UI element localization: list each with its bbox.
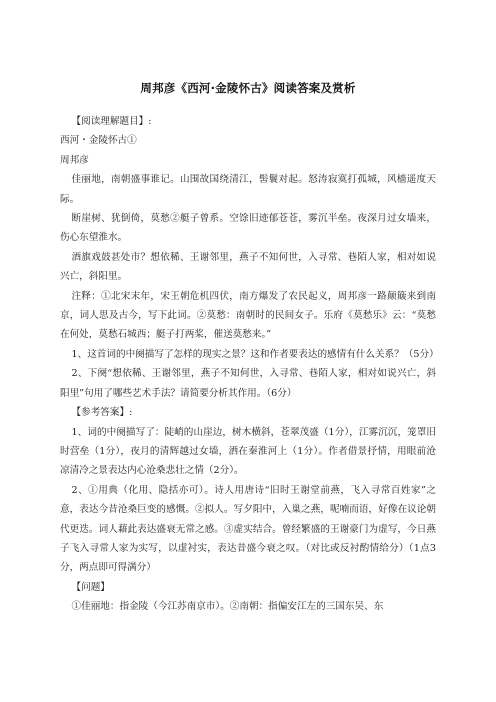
paragraph: 注释：①北宋末年，宋王朝危机四伏，南方爆发了农民起义，周邦彦一路颠簸来到南京，词人思及古今，写下此词。②莫愁：南朝时的民间女子。乐府《莫愁乐》云：“莫愁在何处，莫愁石城西；艇子打两桨，催送莫愁来。” [60, 290, 436, 341]
paragraph: 1、这首词的中阕描写了怎样的现实之景？这和作者要表达的感情有什么关系？（5分） [71, 348, 439, 360]
paragraph: 断崖树、犹倒倚，莫愁②艇子曾系。空馀旧迹郁苍苍，雾沉半垒。夜深月过女墙来，伤心东望淮水。 [60, 213, 436, 244]
paragraph: 【阅读理解题目】: [71, 116, 152, 127]
paragraph: 2、下阕“想依稀、王谢邻里，燕子不知何世，入寻常、巷陌人家，相对如说兴亡，斜阳里”句用了哪些艺术手法？请简要分析其作用。（6分） [60, 368, 436, 399]
paragraph: 西河・金陵怀古① [60, 135, 137, 147]
document-title: 周邦彦《西河·金陵怀古》阅读答案及赏析 [140, 81, 356, 95]
paragraph: 周邦彦 [60, 154, 89, 166]
paragraph: 酒旗戏鼓甚处市？想依稀、王谢邻里，燕子不知何世，入寻常、巷陌人家，相对如说兴亡，斜阳里。 [60, 251, 436, 283]
paragraph: 【问题】 [71, 581, 110, 593]
paragraph: 1、词的中阕描写了：陡峭的山崖边，树木横斜，苍翠茂盛（1分），江雾沉沉，笼罩旧时营垒（1分），夜月的清辉越过女墙，洒在秦淮河上（1分）。作者借景抒情，用眼前沧凉清冷之景表达内心沧桑悲壮之情（2分）。 [60, 426, 436, 477]
paragraph: 2、①用典（化用、隐括亦可）。诗人用唐诗“旧时王谢堂前燕，飞入寻常百姓家”之意，表达今昔沧桑巨变的感慨。②拟人。写夕阳中，入巢之燕，呢喃而语，好像在议论朝代更迭。词人藉此表达盛衰无常之感。③虚实结合。曾经繁盛的王谢豪门为虚写，今日燕子飞入寻常人家为实写，以虚衬实，表达昔盛今衰之叹。（对比或反衬酌情给分）（1点3分，两点即可得满分） [60, 484, 436, 574]
paragraph: 佳丽地，南朝盛事谁记。山围故国绕清江，髻鬟对起。怒涛寂寞打孤城，风樯遥度天际。 [60, 174, 436, 205]
paragraph: 【参考答案】: [71, 407, 133, 419]
paragraph: ①佳丽地：指金陵（今江苏南京市）。②南朝：指偏安江左的三国东吴、东 [71, 601, 384, 613]
document-body [60, 112, 439, 617]
